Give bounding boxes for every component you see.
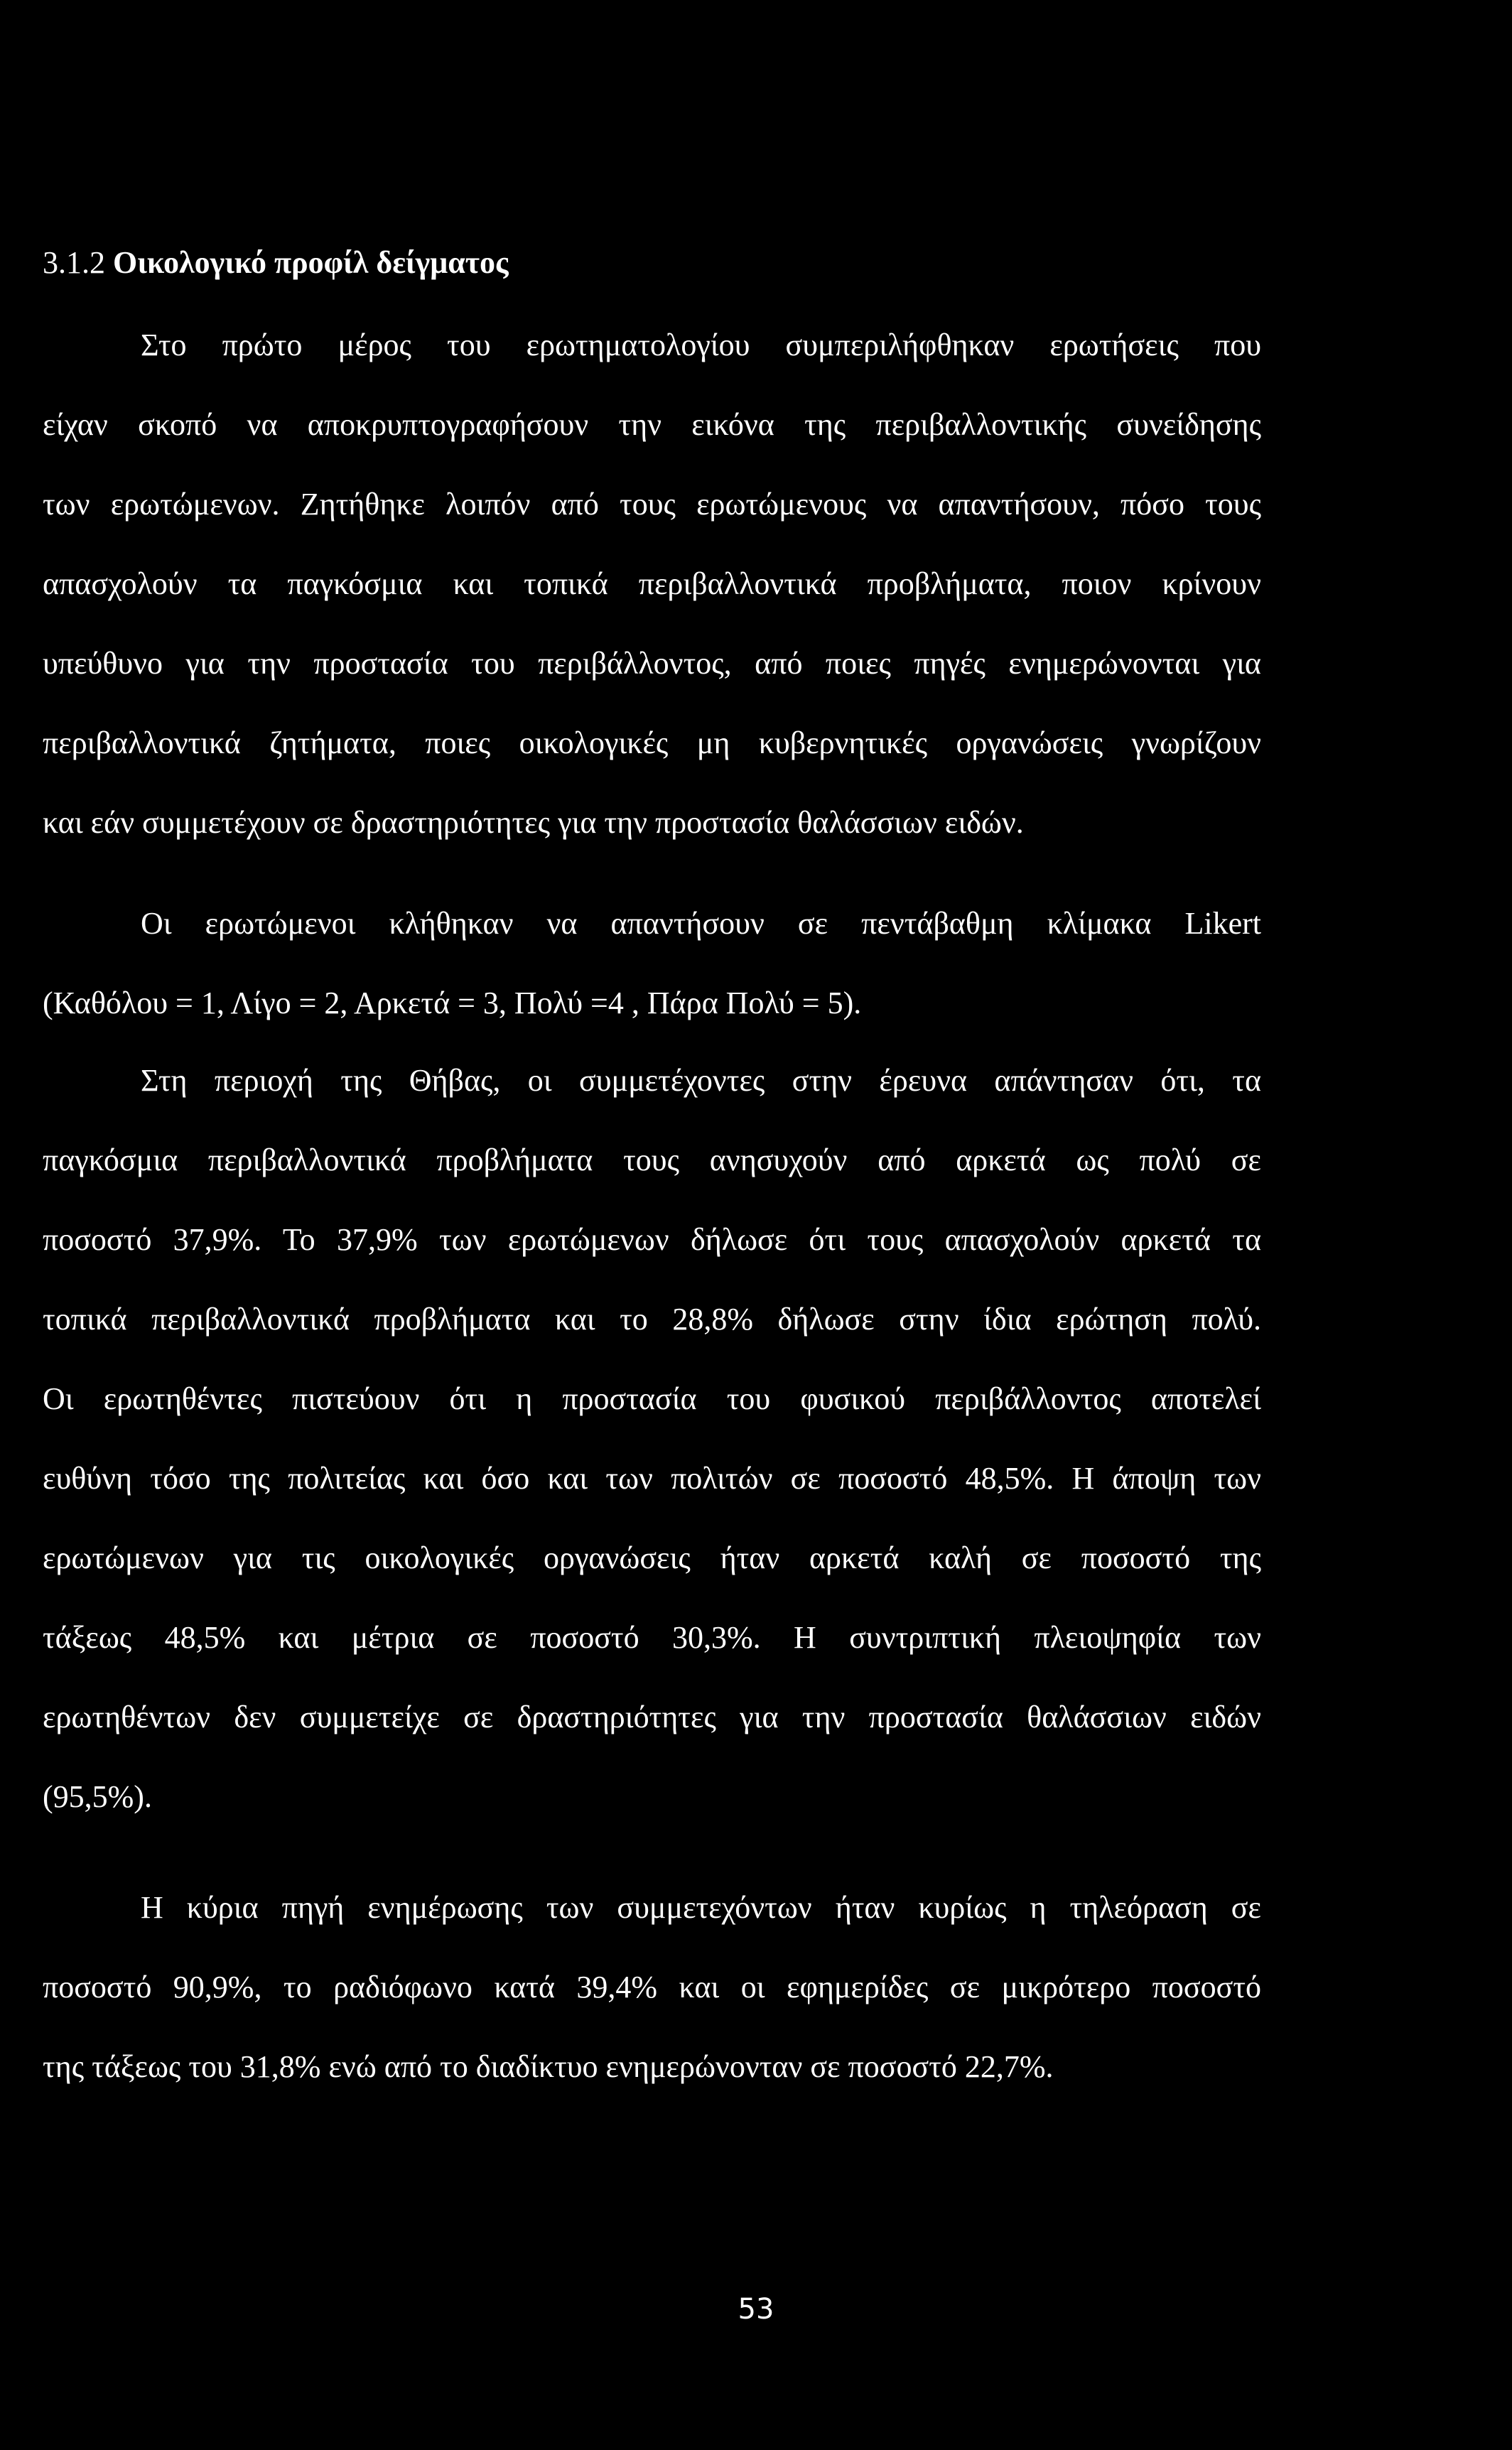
- paragraph-likert-scale: [43, 884, 1261, 1043]
- paragraph-line: απασχολούν τα παγκόσμια και τοπικά περιβαλλοντικά προβλήματα, ποιον κρίνουν: [43, 566, 1261, 601]
- paragraph-line: ερωτώμενων για τις οικολογικές οργανώσεις ήταν αρκετά καλή σε ποσοστό της: [43, 1540, 1261, 1575]
- paragraph-line: ποσοστό 37,9%. Το 37,9% των ερωτώμενων δήλωσε ότι τους απασχολούν αρκετά τα: [43, 1222, 1261, 1257]
- paragraph-line: (Καθόλου = 1, Λίγο = 2, Αρκετά = 3, Πολύ =4 , Πάρα Πολύ = 5).: [43, 986, 862, 1020]
- paragraph-line: ευθύνη τόσο της πολιτείας και όσο και των πολιτών σε ποσοστό 48,5%. Η άποψη των: [43, 1461, 1261, 1496]
- paragraph-thiva-results: [43, 1041, 1261, 1837]
- paragraph-line: Η κύρια πηγή ενημέρωσης των συμμετεχόντων ήταν κυρίως η τηλεόραση σε: [141, 1890, 1261, 1925]
- paragraph-line: περιβαλλοντικά ζητήματα, ποιες οικολογικές μη κυβερνητικές οργανώσεις γνωρίζουν: [43, 725, 1261, 760]
- paragraph-line: Στη περιοχή της Θήβας, οι συμμετέχοντες στην έρευνα απάντησαν ότι, τα: [141, 1063, 1261, 1098]
- paragraph-line: και εάν συμμετέχουν σε δραστηριότητες για την προστασία θαλάσσιων ειδών.: [43, 805, 1024, 840]
- paragraph-line: τοπικά περιβαλλοντικά προβλήματα και το 28,8% δήλωσε στην ίδια ερώτηση πολύ.: [43, 1302, 1261, 1337]
- paragraph-line: ερωτηθέντων δεν συμμετείχε σε δραστηριότητες για την προστασία θαλάσσιων ειδών: [43, 1700, 1261, 1734]
- paragraph-line: τάξεως 48,5% και μέτρια σε ποσοστό 30,3%. Η συντριπτική πλειοψηφία των: [43, 1620, 1261, 1655]
- section-number: 3.1.2: [43, 245, 105, 280]
- paragraph-line: υπεύθυνο για την προστασία του περιβάλλοντος, από ποιες πηγές ενημερώνονται για: [43, 646, 1261, 681]
- paragraph-line: Στο πρώτο μέρος του ερωτηματολογίου συμπεριλήφθηκαν ερωτήσεις που: [141, 328, 1261, 362]
- paragraph-line: (95,5%).: [43, 1779, 152, 1814]
- paragraph-research-aims: [43, 306, 1261, 863]
- section-heading: [43, 239, 509, 286]
- paragraph-line: της τάξεως του 31,8% ενώ από το διαδίκτυο ενημερώνονταν σε ποσοστό 22,7%.: [43, 2049, 1054, 2084]
- paragraph-line: ποσοστό 90,9%, το ραδιόφωνο κατά 39,4% και οι εφημερίδες σε μικρότερο ποσοστό: [43, 1970, 1261, 2004]
- paragraph-line: Οι ερωτηθέντες πιστεύουν ότι η προστασία του φυσικού περιβάλλοντος αποτελεί: [43, 1381, 1261, 1416]
- section-title: Οικολογικό προφίλ δείγματος: [113, 245, 509, 280]
- paragraph-line: είχαν σκοπό να αποκρυπτογραφήσουν την εικόνα της περιβαλλοντικής συνείδησης: [43, 407, 1261, 442]
- paragraph-line: παγκόσμια περιβαλλοντικά προβλήματα τους ανησυχούν από αρκετά ως πολύ σε: [43, 1143, 1261, 1177]
- paragraph-line: Οι ερωτώμενοι κλήθηκαν να απαντήσουν σε πεντάβαθμη κλίμακα Likert: [141, 906, 1261, 941]
- paragraph-information-sources: [43, 1868, 1261, 2107]
- page-number: 53: [738, 2293, 774, 2326]
- paragraph-line: των ερωτώμενων. Ζητήθηκε λοιπόν από τους ερωτώμενους να απαντήσουν, πόσο τους: [43, 487, 1261, 522]
